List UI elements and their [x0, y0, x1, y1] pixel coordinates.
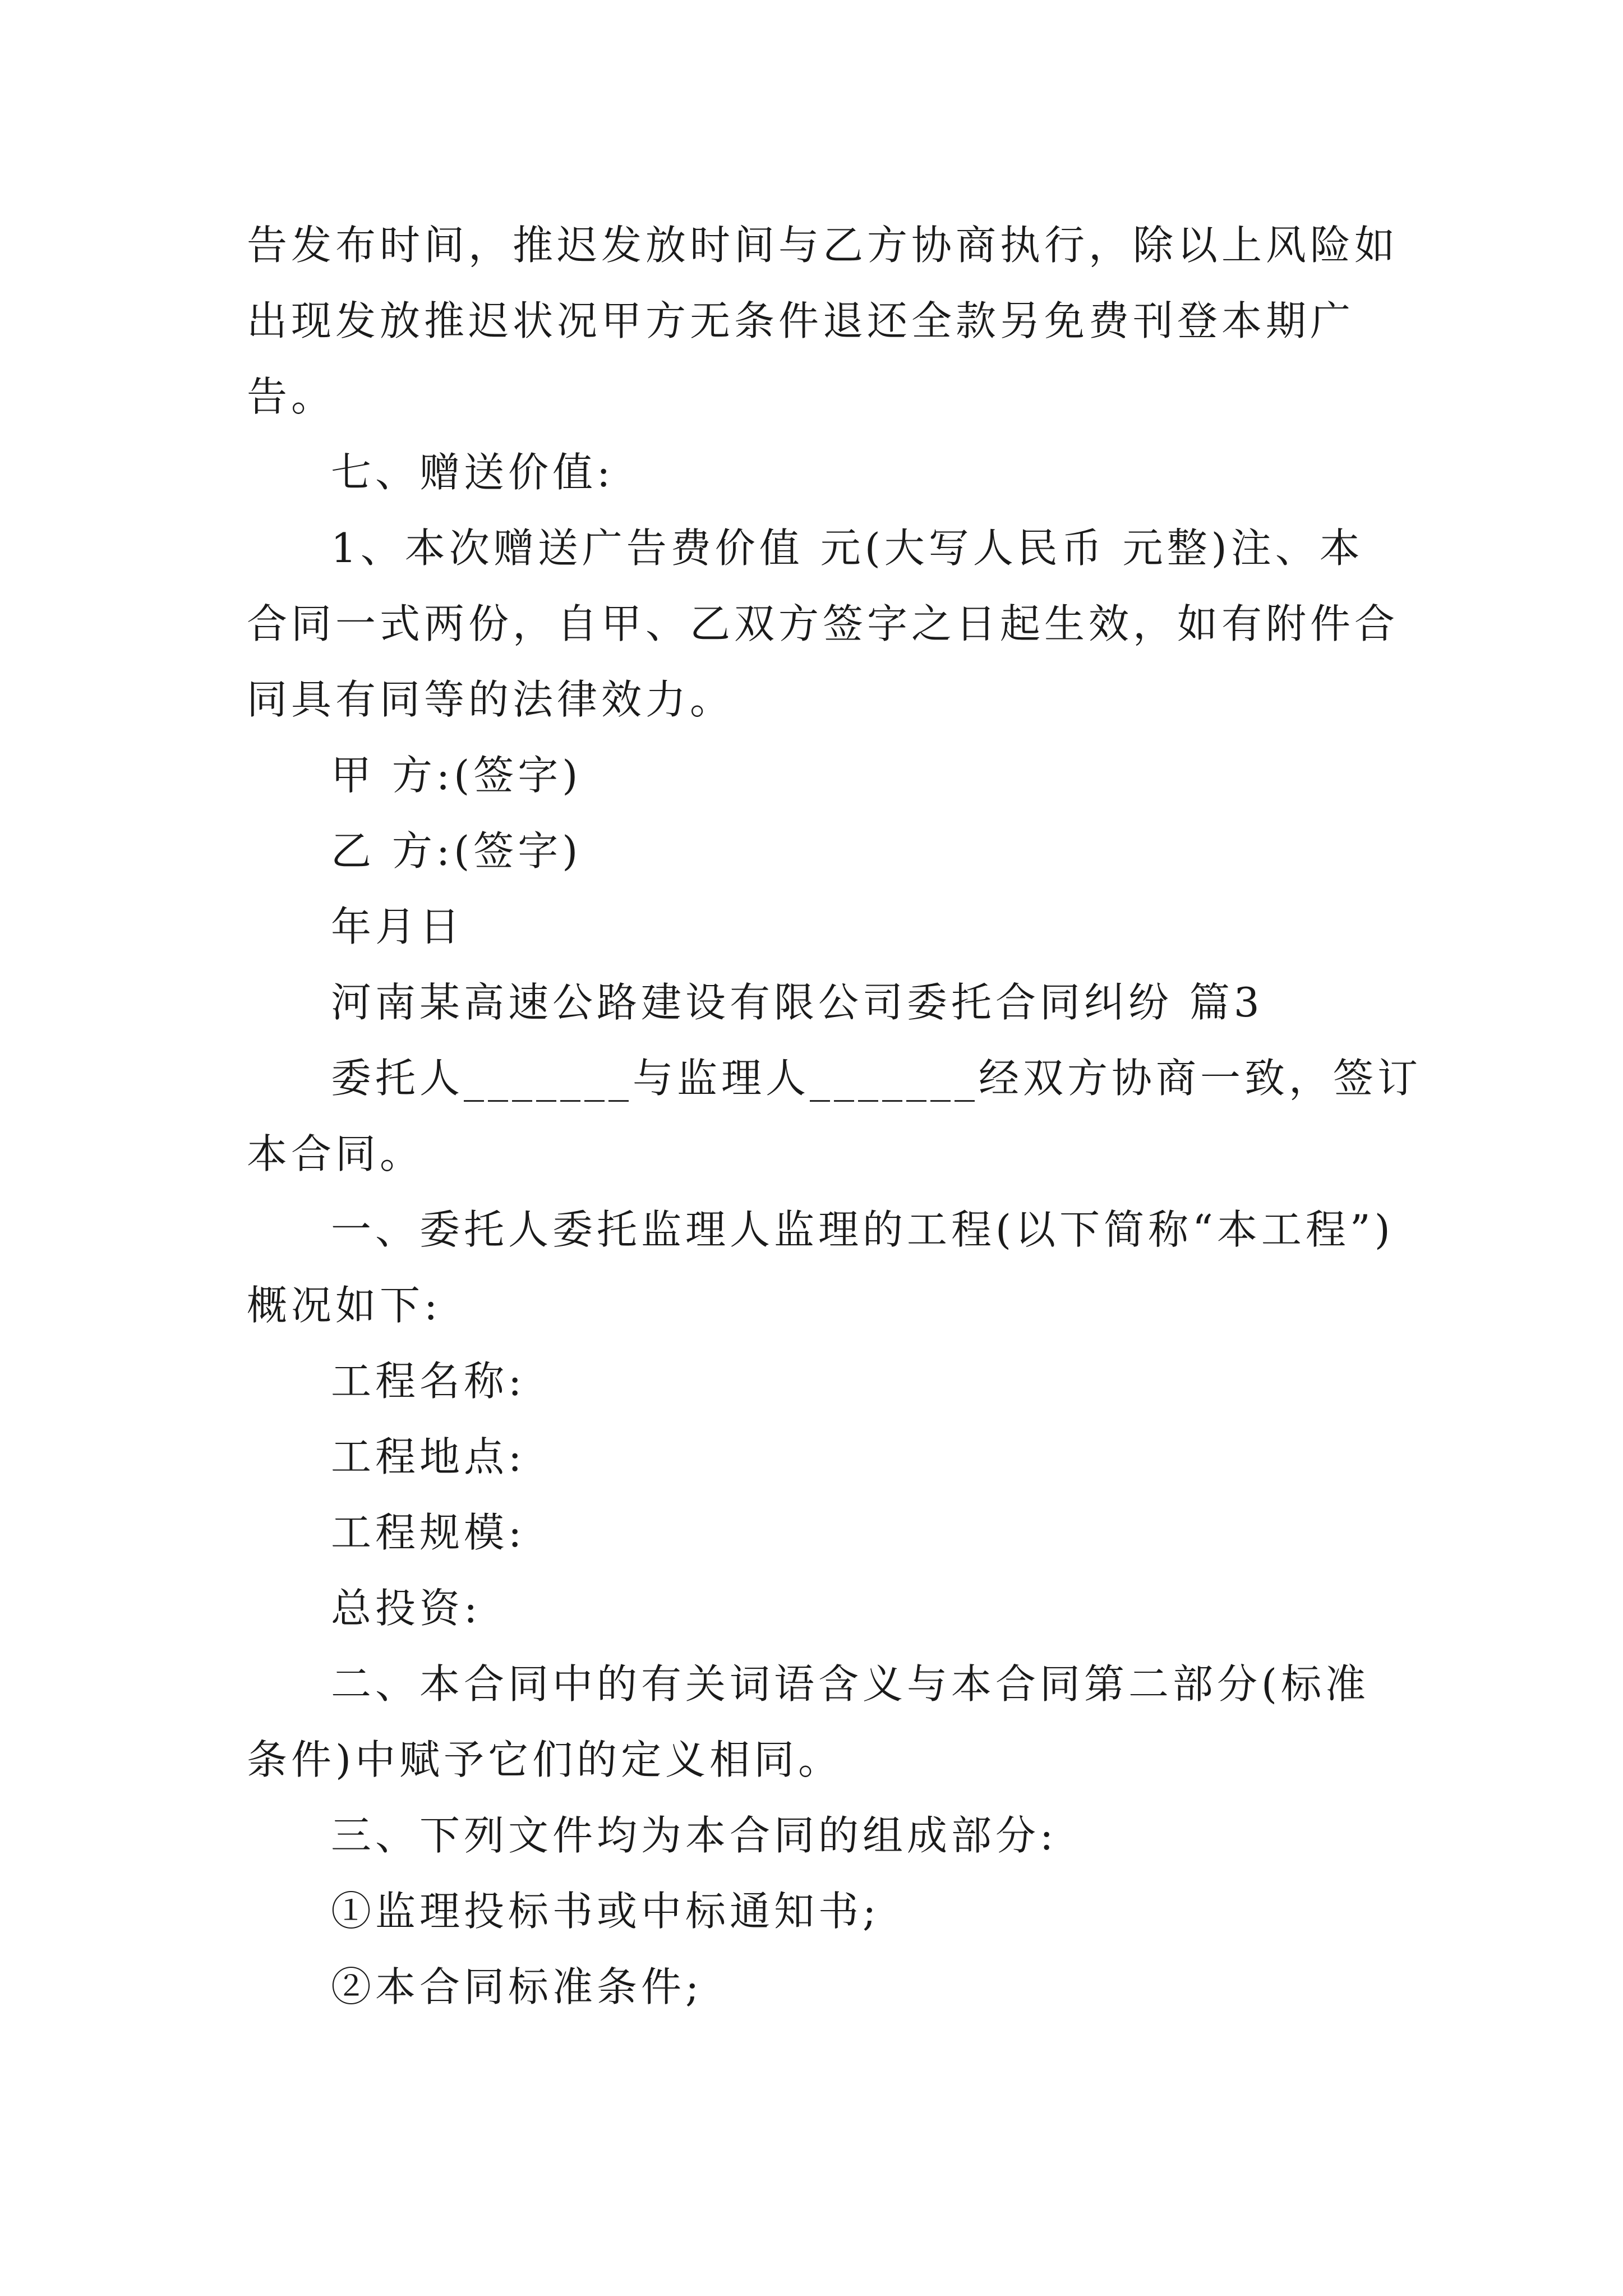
- signature-date: 年月日: [331, 903, 464, 950]
- text-line: 1、本次赠送广告费价值 元(大写人民币 元整)注、本: [331, 524, 1364, 572]
- text-line: 告发布时间，推迟发放时间与乙方协商执行，除以上风险如: [247, 222, 1399, 269]
- text-line: 概况如下:: [247, 1282, 442, 1329]
- field-project-scale: 工程规模:: [331, 1509, 526, 1556]
- text-line: 出现发放推迟状况甲方无条件退还全款另免费刊登本期广: [247, 297, 1355, 344]
- text-line: 合同一式两份，自甲、乙双方签字之日起生效，如有附件合: [247, 600, 1399, 647]
- signature-party-a: 甲 方:(签字): [331, 752, 582, 799]
- field-total-investment: 总投资:: [331, 1585, 482, 1632]
- text-line: 本合同。: [247, 1130, 425, 1177]
- list-item: ②本合同标准条件;: [331, 1963, 703, 2010]
- list-item: ①监理投标书或中标通知书;: [331, 1888, 880, 1935]
- section-heading: 二、本合同中的有关词语含义与本合同第二部分(标准: [331, 1660, 1370, 1708]
- section-heading: 七、赠送价值:: [331, 449, 615, 496]
- document-title: 河南某高速公路建设有限公司委托合同纠纷 篇3: [331, 979, 1264, 1026]
- text-line: 告。: [247, 373, 336, 420]
- section-heading: 一、委托人委托监理人监理的工程(以下简称“本工程”): [331, 1206, 1394, 1253]
- document-body: [247, 208, 1424, 2025]
- text-line: 同具有同等的法律效力。: [247, 676, 735, 723]
- text-line: 条件)中赋予它们的定义相同。: [247, 1736, 843, 1783]
- signature-party-b: 乙 方:(签字): [331, 827, 582, 875]
- field-project-name: 工程名称:: [331, 1358, 526, 1405]
- section-heading: 三、下列文件均为本合同的组成部分:: [331, 1812, 1058, 1859]
- text-line: 委托人_______与监理人_______经双方协商一致，签订: [331, 1055, 1422, 1102]
- field-project-location: 工程地点:: [331, 1433, 526, 1480]
